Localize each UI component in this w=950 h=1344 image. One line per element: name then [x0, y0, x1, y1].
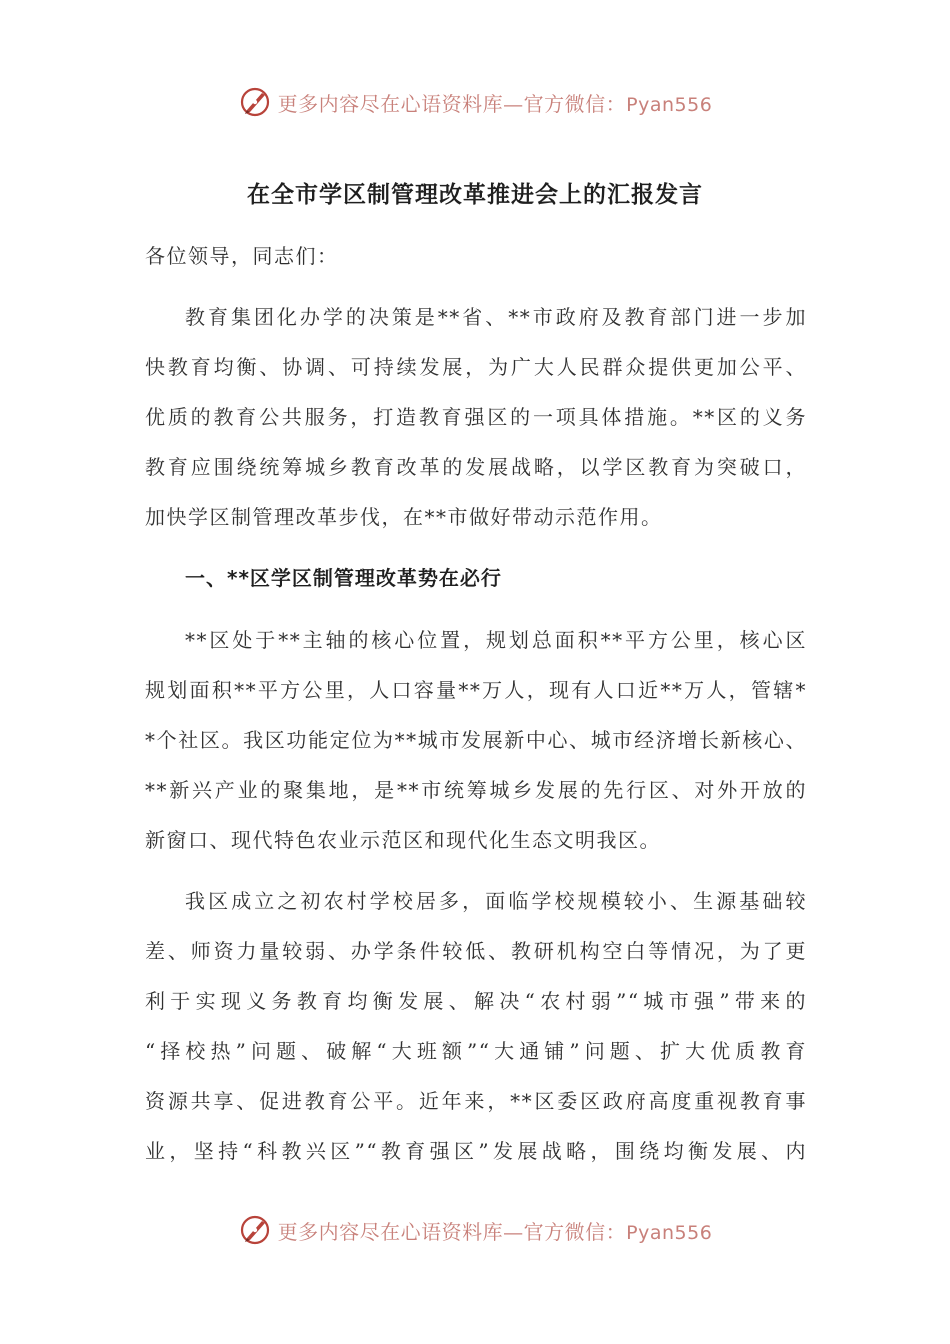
- paragraph-line: 利于实现义务教育均衡发展、解决“农村弱”“城市强”带来的: [145, 989, 807, 1013]
- paragraph-line: **区处于**主轴的核心位置，规划总面积**平方公里，核心区: [185, 628, 807, 652]
- paragraph-line: 教育集团化办学的决策是**省、**市政府及教育部门进一步加: [185, 305, 807, 329]
- quill-circle-logo-icon: [238, 85, 272, 119]
- paragraph-intro: [145, 292, 807, 542]
- watermark-text: 更多内容尽在心语资料库—官方微信：Pyan556: [277, 91, 713, 116]
- paragraph-line: 我区成立之初农村学校居多，面临学校规模较小、生源基础较: [185, 889, 807, 913]
- header-watermark: [0, 82, 950, 122]
- paragraph-line: 业，坚持“科教兴区”“教育强区”发展战略，围绕均衡发展、内: [145, 1139, 807, 1163]
- salutation: [145, 231, 807, 281]
- paragraph-line: 规划面积**平方公里，人口容量**万人，现有人口近**万人，管辖*: [145, 678, 807, 702]
- paragraph-line: 资源共享、促进教育公平。近年来，**区委区政府高度重视教育事: [145, 1089, 807, 1113]
- paragraph-line: 加快学区制管理改革步伐，在**市做好带动示范作用。: [145, 505, 663, 529]
- paragraph-line: 快教育均衡、协调、可持续发展，为广大人民群众提供更加公平、: [145, 355, 807, 379]
- section-heading-block: [145, 553, 807, 603]
- paragraph-line: 教育应围绕统筹城乡教育改革的发展战略，以学区教育为突破口，: [145, 455, 807, 479]
- paragraph-school-conditions: [145, 876, 807, 1176]
- paragraph-line: 优质的教育公共服务，打造教育强区的一项具体措施。**区的义务: [145, 405, 807, 429]
- paragraph-line: **新兴产业的聚集地，是**市统筹城乡发展的先行区、对外开放的: [145, 778, 807, 802]
- paragraph-line: 差、师资力量较弱、办学条件较低、教研机构空白等情况，为了更: [145, 939, 807, 963]
- paragraph-line: “择校热”问题、破解“大班额”“大通铺”问题、扩大优质教育: [145, 1039, 807, 1063]
- footer-watermark: [0, 1210, 950, 1250]
- quill-circle-logo-icon: [238, 1213, 272, 1247]
- watermark-text: 更多内容尽在心语资料库—官方微信：Pyan556: [277, 1219, 713, 1244]
- salutation-text: 各位领导，同志们：: [145, 244, 339, 268]
- paragraph-line: *个社区。我区功能定位为**城市发展新中心、城市经济增长新核心、: [145, 728, 807, 752]
- paragraph-line: 新窗口、现代特色农业示范区和现代化生态文明我区。: [145, 828, 661, 852]
- section-heading: 一、**区学区制管理改革势在必行: [185, 566, 502, 590]
- document-title: 在全市学区制管理改革推进会上的汇报发言: [247, 182, 703, 208]
- paragraph-district-overview: [145, 615, 807, 865]
